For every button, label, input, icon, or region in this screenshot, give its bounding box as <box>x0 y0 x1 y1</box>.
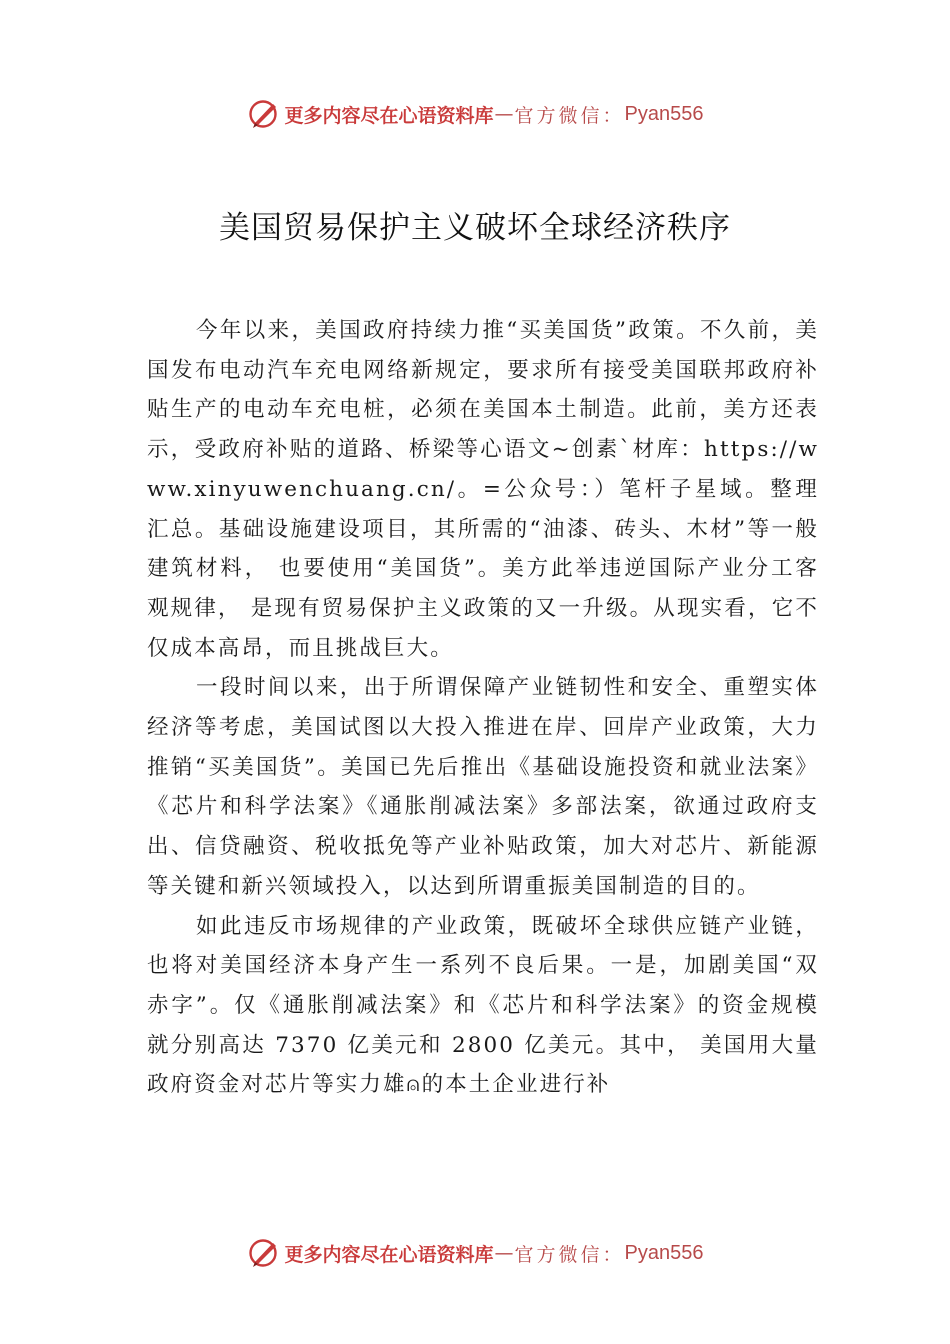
article-body <box>147 311 819 1105</box>
paragraph-3: 如此违反市场规律的产业政策，既破坏全球供应链产业链，也将对美国经济本身产生一系列不良后果。一是，加剧美国“双赤字”。仅《通胀削减法案》和《芯片和科学法案》的资金规模就分别高达 7370 亿美元和 2800 亿美元。其中， 美国用大量政府资金对芯片等实力雄⍝的本土企业进行补 <box>147 913 819 1098</box>
banner-wechat-id: Pyan556 <box>624 102 704 125</box>
pen-circle-icon <box>247 97 281 131</box>
paragraph-2: 一段时间以来，出于所谓保障产业链韧性和安全、重塑实体经济等考虑，美国试图以大投入推进在岸、回岸产业政策，大力推销“买美国货”。美国已先后推出《基础设施投资和就业法案》《芯片和科学法案》《通胀削减法案》多部法案，欲通过政府支出、信贷融资、税收抵免等产业补贴政策，加大对芯片、新能源等关键和新兴领域投入，以达到所谓重振美国制造的目的。 <box>147 675 819 899</box>
banner-sub-text: 官方微信： <box>514 1243 625 1266</box>
banner-wechat-id: Pyan556 <box>624 1241 704 1264</box>
pen-circle-icon <box>247 1236 281 1270</box>
banner-sub-text: 官方微信： <box>514 104 625 127</box>
header-banner <box>0 94 950 134</box>
banner-separator: — <box>494 1242 514 1264</box>
banner-main-text: 更多内容尽在心语资料库 <box>284 1243 494 1266</box>
footer-banner <box>0 1233 950 1273</box>
banner-separator: — <box>494 103 514 125</box>
paragraph-1: 今年以来，美国政府持续力推“买美国货”政策。不久前，美国发布电动汽车充电网络新规定，要求所有接受美国联邦政府补贴生产的电动车充电桩，必须在美国本土制造。此前，美方还表示，受政府补贴的道路、桥梁等心语文~创素`材库：https://www.xinyuwenchuang.cn/。=公众号：）笔杆子星域。整理汇总。基础设施建设项目，其所需的“油漆、砖头、木材”等一般建筑材料， 也要使用“美国货”。美方此举违逆国际产业分工客观规律， 是现有贸易保护主义政策的又一升级。从现实看，它不仅成本高昂，而且挑战巨大。 <box>147 318 819 661</box>
page-title: 美国贸易保护主义破坏全球经济秩序 <box>219 210 731 246</box>
banner-main-text: 更多内容尽在心语资料库 <box>284 104 494 127</box>
